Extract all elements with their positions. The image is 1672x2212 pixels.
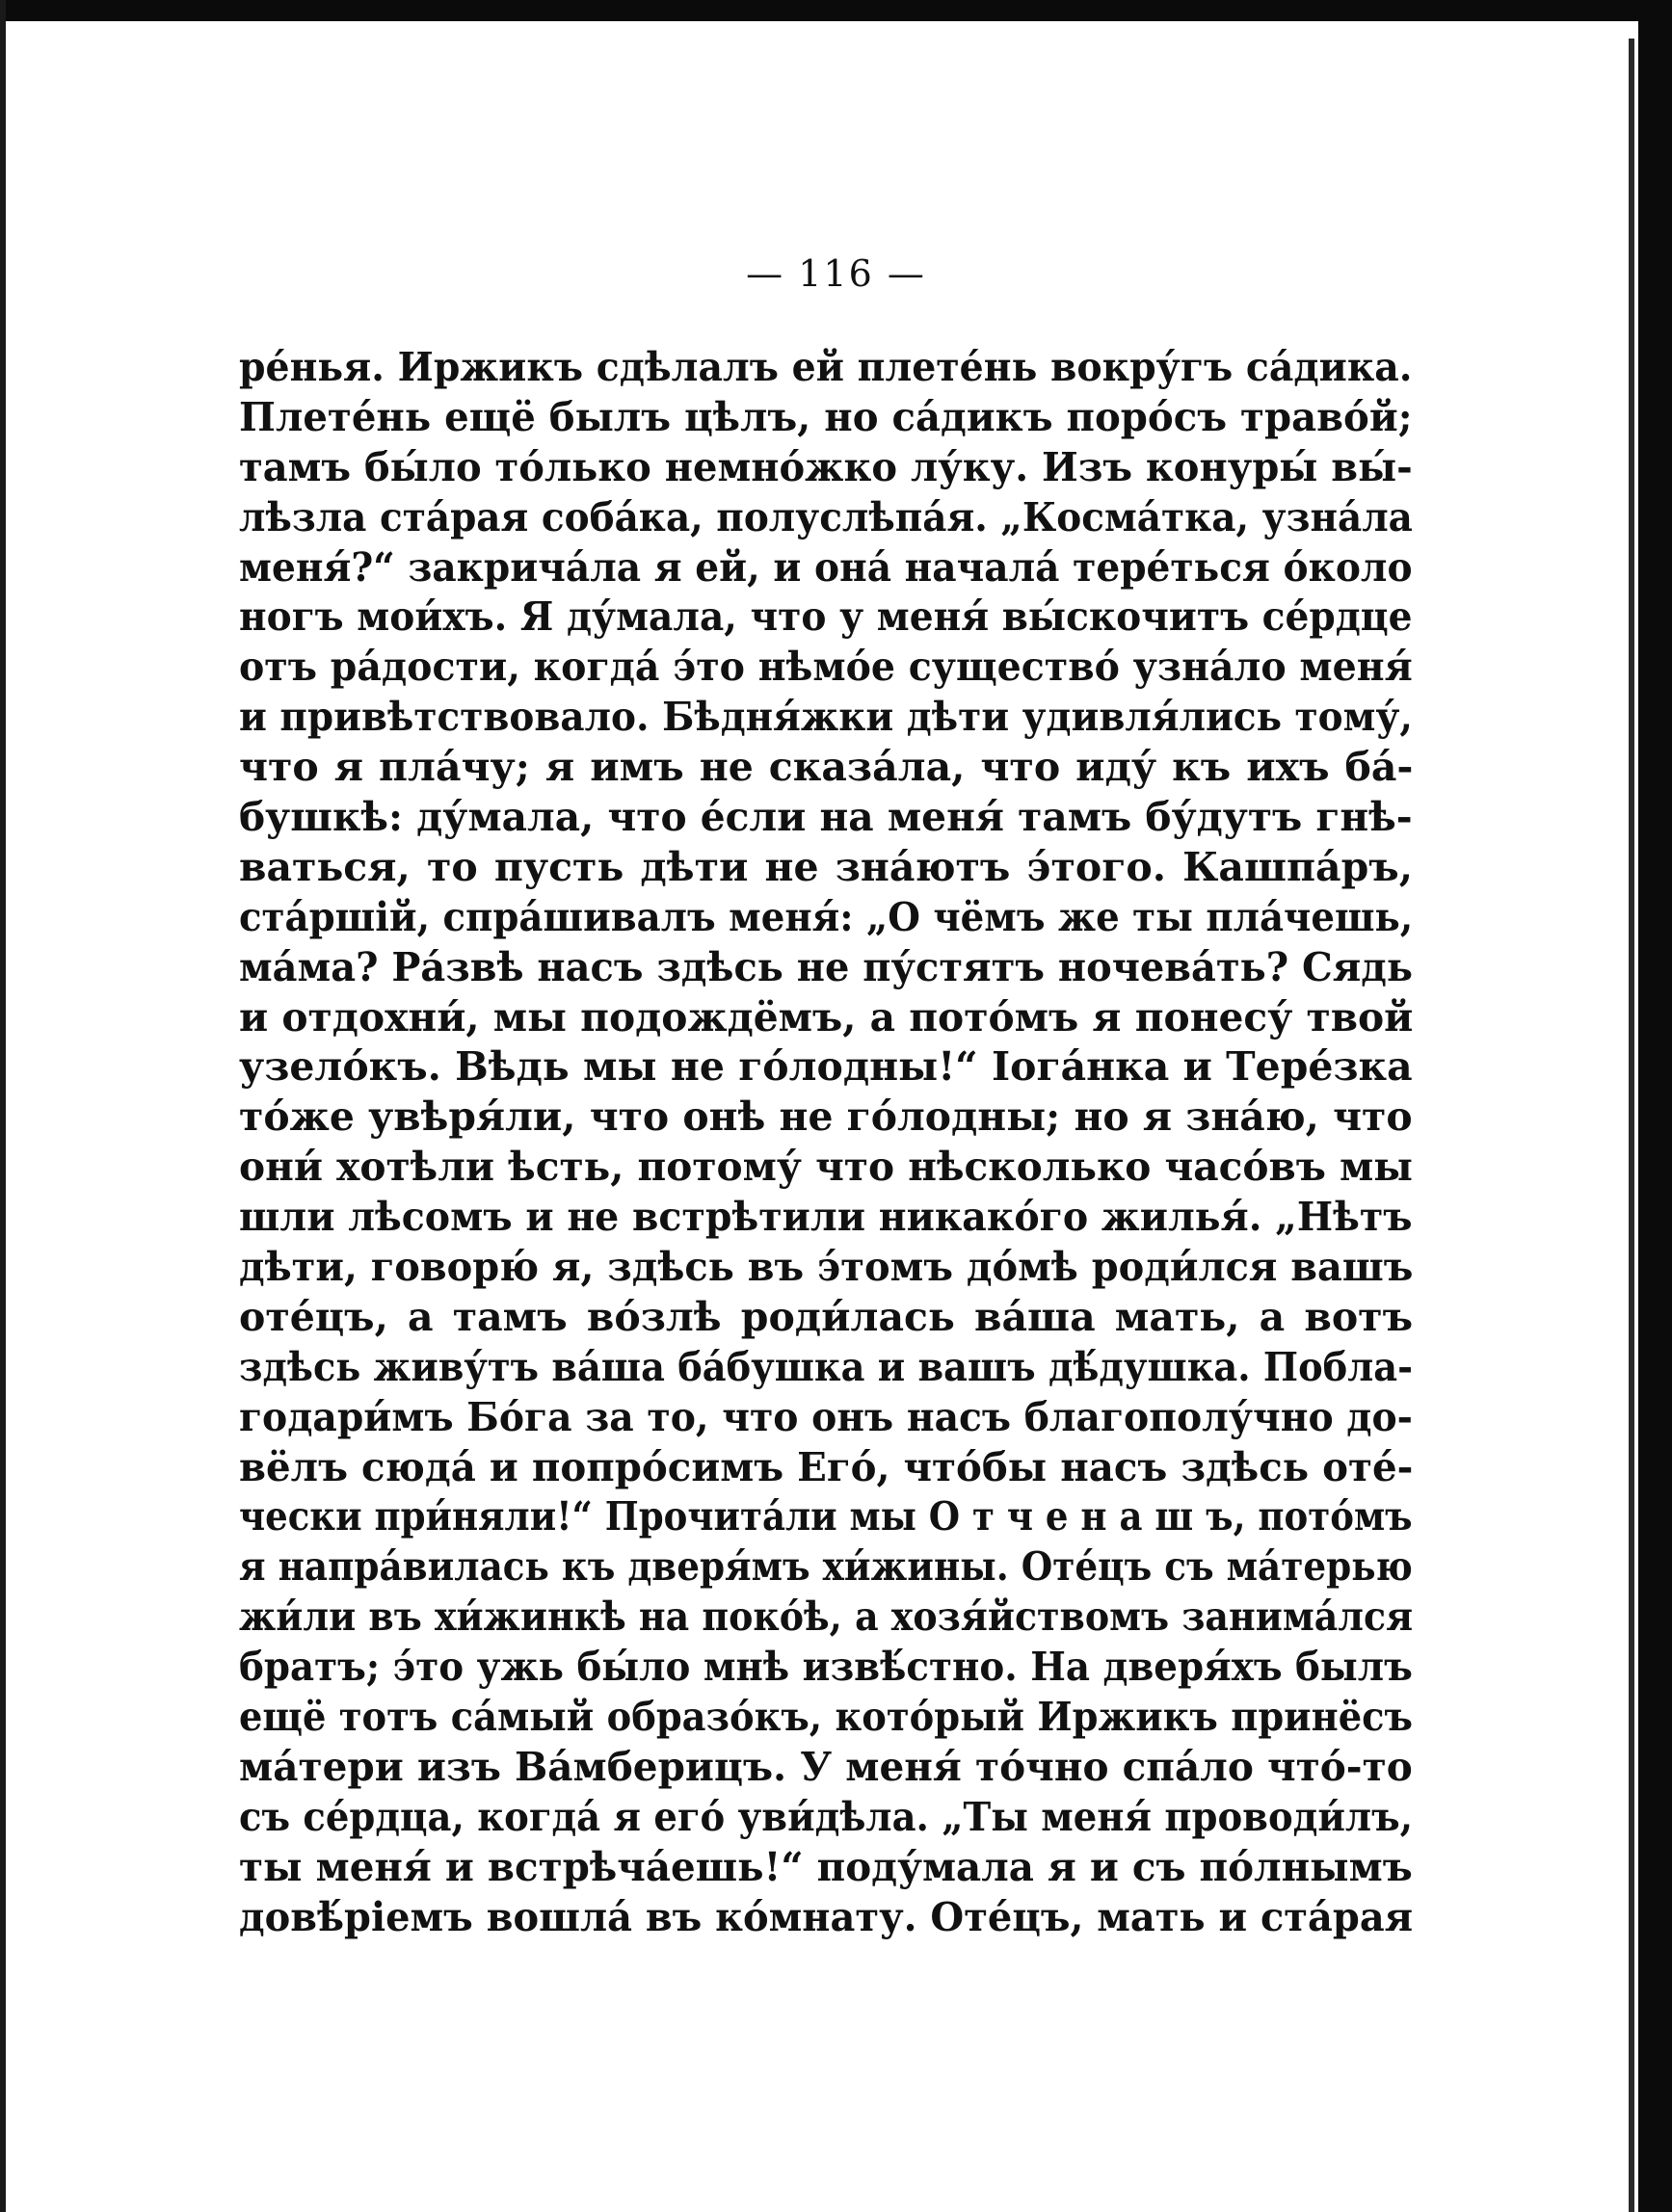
text-line: здѣсь живу́тъ ва́ша ба́бушка и вашъ дѣ́душка. Побла- (239, 1343, 1413, 1390)
text-line: ты меня́ и встрѣча́ешь!“ поду́мала я и съ по́лнымъ (239, 1843, 1413, 1890)
text-line: тамъ бы́ло то́лько немно́жко лу́ку. Изъ конуры́ вы́- (239, 443, 1413, 490)
text-line: узело́къ. Вѣдь мы не го́лодны!“ Іога́нка и Тере́зка (239, 1043, 1413, 1091)
text-line: годари́мъ Бо́га за то, что онъ насъ благополу́чно до- (239, 1393, 1413, 1440)
text-line: ре́нья. Иржикъ сдѣлалъ ей плете́нь вокру́гъ са́дика. (239, 344, 1413, 390)
text-line: ногъ мои́хъ. Я ду́мала, что у меня́ вы́скочитъ се́рдце (239, 593, 1413, 641)
text-line: довѣ́ріемъ вошла́ въ ко́мнату. Оте́цъ, мать и ста́рая (239, 1893, 1414, 1940)
text-line: ста́ршій, спра́шивалъ меня́: „О чёмъ же ты пла́чешь, (239, 893, 1414, 940)
text-line: оте́цъ, а тамъ во́злѣ роди́лась ва́ша мать, а вотъ (239, 1293, 1414, 1340)
text-line: отъ ра́дости, когда́ э́то нѣмо́е существо́ узна́ло меня́ (239, 644, 1413, 691)
page-number: — 116 — (746, 252, 926, 295)
text-line: вёлъ сюда́ и попро́симъ Его́, что́бы насъ здѣсь оте́- (239, 1443, 1414, 1490)
text-line: съ се́рдца, когда́ я его́ уви́дѣла. „Ты меня́ проводи́лъ, (239, 1793, 1414, 1840)
scan-border-right (1638, 0, 1672, 2212)
text-line: они́ хотѣли ѣсть, потому́ что нѣсколько часо́въ мы (239, 1144, 1414, 1191)
text-line: братъ; э́то ужь бы́ло мнѣ извѣ́стно. На дверя́хъ былъ (239, 1644, 1413, 1691)
text-line: Плете́нь ещё былъ цѣлъ, но са́дикъ поро́съ траво́й; (239, 393, 1413, 440)
scan-border-right-edge (1629, 39, 1634, 2212)
text-line: чески при́няли!“ Прочита́ли мы О т ч е н а ш ъ, пото́мъ (239, 1493, 1413, 1540)
text-line: ещё тотъ са́мый образо́къ, кото́рый Иржикъ принёсъ (239, 1694, 1413, 1741)
text-line: и привѣтствовало. Бѣдня́жки дѣти удивля́лись тому́, (239, 694, 1413, 741)
text-line: жи́ли въ хи́жинкѣ на поко́ѣ, а хозя́йствомъ занима́лся (239, 1593, 1414, 1641)
text-line: шли лѣсомъ и не встрѣтили никако́го жилья́. „Нѣтъ (239, 1194, 1413, 1241)
body-text (239, 343, 1413, 1943)
text-line: дѣти, говорю́ я, здѣсь въ э́томъ до́мѣ роди́лся вашъ (239, 1244, 1414, 1291)
text-line: я напра́вилась къ дверя́мъ хи́жины. Оте́цъ съ ма́терью (239, 1543, 1413, 1591)
text-line: бушкѣ: ду́мала, что е́сли на меня́ тамъ бу́дутъ гнѣ- (239, 794, 1413, 841)
text-line: меня́?“ закрича́ла я ей, и она́ начала́ тере́ться о́коло (239, 543, 1413, 591)
text-line: ма́тери изъ Ва́мберицъ. У меня́ то́чно спа́ло что́-то (239, 1743, 1413, 1790)
text-line: то́же увѣря́ли, что онѣ не го́лодны; но я зна́ю, что (239, 1093, 1413, 1141)
text-line: ма́ма? Ра́звѣ насъ здѣсь не пу́стятъ ночева́ть? Сядь (239, 943, 1413, 990)
text-line: ваться, то пусть дѣти не зна́ютъ э́того. Кашпа́ръ, (239, 843, 1413, 890)
text-line: лѣзла ста́рая соба́ка, полуслѣпа́я. „Косма́тка, узна́ла (239, 493, 1413, 540)
scan-border-top (0, 0, 1672, 21)
text-line: что я пла́чу; я имъ не сказа́ла, что иду́ къ ихъ ба́- (239, 744, 1414, 791)
text-line: и отдохни́, мы подождёмъ, а пото́мъ я понесу́ твой (239, 993, 1414, 1040)
